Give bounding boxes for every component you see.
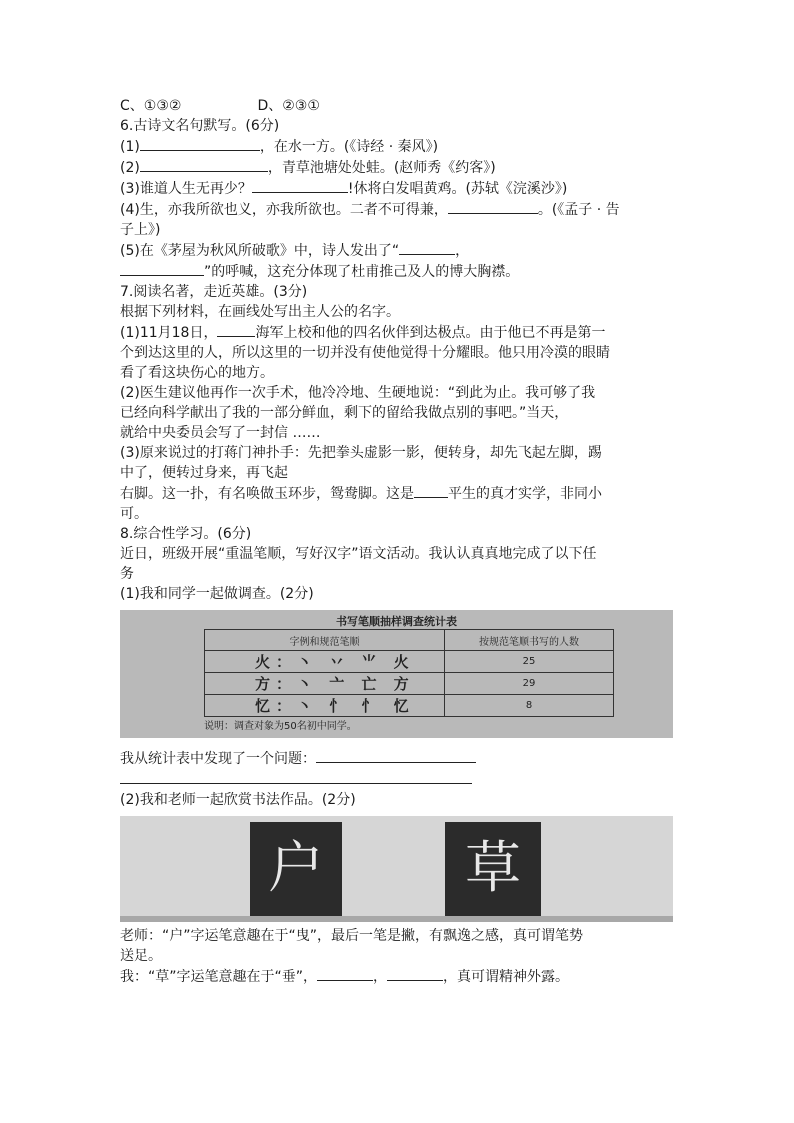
table-header-row: [205, 630, 614, 651]
q8-me: 我：“草”字运笔意趣在于“垂”， ， ，真可谓精神外露。: [120, 966, 680, 987]
survey-table-title: 书写笔顺抽样调查统计表: [336, 615, 457, 628]
answer-blank[interactable]: [252, 178, 348, 193]
q6-item-5-cont: ”的呼喊，这充分体现了杜甫推己及人的博大胸襟。: [120, 261, 680, 282]
calligraphy-char-hu: 户: [250, 822, 342, 916]
exam-content: [120, 96, 680, 987]
answer-blank[interactable]: [316, 748, 476, 763]
answer-blank[interactable]: [414, 483, 448, 498]
table-cell-example: 火：丶 丷 ⺌ 火: [205, 651, 445, 673]
q6-item-4: (4)生，亦我所欲也义，亦我所欲也。二者不可得兼， 。(《孟子 · 告: [120, 199, 680, 220]
q7-item-2: (2)医生建议他再作一次手术，他冷冷地、生硬地说：“到此为止。我可够了我: [120, 385, 596, 401]
answer-blank[interactable]: [120, 261, 204, 276]
q8-item-1-find: 我从统计表中发现了一个问题：: [120, 748, 680, 769]
table-cell-count: 8: [445, 695, 614, 717]
q6-item-5: (5)在《茅屋为秋风所破歌》中，诗人发出了“ ，: [120, 240, 680, 261]
q6-title: 6.古诗文名句默写。(6分): [120, 118, 280, 134]
q8-item-1-find-cont: [120, 769, 680, 790]
q7-intro: 根据下列材料，在画线处写出主人公的名字。: [120, 304, 400, 320]
q7-item-3: (3)原来说过的打蒋门神扑手：先把拳头虚影一影，便转身，却先飞起左脚，踢: [120, 445, 602, 461]
q7-title: 7.阅读名著，走近英雄。(3分): [120, 284, 308, 300]
q8-intro: 近日，班级开展“重温笔顺，写好汉字”语文活动。我认认真真地完成了以下任: [120, 546, 597, 562]
q7-item-1-cont2: 看了看这块伤心的地方。: [120, 365, 274, 381]
answer-blank[interactable]: [140, 136, 260, 151]
q6-item-1: (1) ，在水一方。(《诗经 · 秦风》): [120, 136, 680, 157]
table-header: 字例和规范笔顺: [205, 630, 445, 651]
options-line: [120, 96, 680, 116]
table-header: 按规范笔顺书写的人数: [445, 630, 614, 651]
q6-item-4-cont: 子上》): [120, 222, 161, 238]
answer-blank[interactable]: [448, 199, 538, 214]
table-cell-example: 方：丶 亠 亡 方: [205, 673, 445, 695]
photo-edge-strip: [120, 916, 673, 922]
answer-blank[interactable]: [387, 966, 443, 981]
q7-item-2-cont2: 就给中央委员会写了一封信 ……: [120, 425, 321, 441]
calligraphy-photo: [120, 816, 673, 922]
option-c: C、①③②: [120, 98, 182, 114]
q6-item-2: (2) ，青草池塘处处蛙。(赵师秀《约客》): [120, 157, 680, 178]
survey-table: [204, 629, 614, 717]
q8-teacher-cont: 送足。: [120, 948, 162, 964]
table-row: [205, 695, 614, 717]
answer-blank[interactable]: [217, 322, 255, 337]
q6-item-3: (3)谁道人生无再少？ !休将白发唱黄鸡。(苏轼《浣溪沙》): [120, 178, 680, 199]
table-cell-count: 25: [445, 651, 614, 673]
q7-item-2-cont: 已经向科学献出了我的一部分鲜血，剩下的留给我做点别的事吧。”当天，: [120, 405, 569, 421]
table-row: [205, 651, 614, 673]
table-cell-example: 忆：丶 忄 忄 忆: [205, 695, 445, 717]
q7-item-1-cont: 个到达这里的人，所以这里的一切并没有使他觉得十分耀眼。他只用冷漠的眼睛: [120, 345, 610, 361]
q7-item-3-cont: 中了，便转过身来，再飞起: [120, 465, 288, 481]
survey-table-note: 说明：调查对象为50名初中同学。: [204, 721, 357, 732]
option-d: D、②③①: [257, 98, 320, 114]
q8-title: 8.综合性学习。(6分): [120, 526, 252, 542]
q8-teacher: 老师：“户”字运笔意趣在于“曳”，最后一笔是撇，有飘逸之感，真可谓笔势: [120, 928, 584, 944]
answer-blank[interactable]: [317, 966, 373, 981]
q8-item-1: (1)我和同学一起做调查。(2分): [120, 586, 314, 602]
q7-item-3-cont2: 右脚。这一扑，有名唤做玉环步，鸳鸯脚。这是 平生的真才实学，非同小: [120, 483, 680, 504]
table-row: [205, 673, 614, 695]
calligraphy-char-cao: 草: [445, 822, 541, 916]
table-cell-count: 29: [445, 673, 614, 695]
q7-item-3-cont3: 可。: [120, 506, 148, 522]
answer-blank[interactable]: [120, 769, 472, 784]
q7-item-1: (1)11月18日， 海军上校和他的四名伙伴到达极点。由于他已不再是第一: [120, 322, 680, 343]
survey-table-photo: [120, 610, 673, 738]
answer-blank[interactable]: [399, 240, 455, 255]
answer-blank[interactable]: [140, 157, 268, 172]
q8-intro-cont: 务: [120, 566, 134, 582]
q8-item-2: (2)我和老师一起欣赏书法作品。(2分): [120, 792, 356, 808]
